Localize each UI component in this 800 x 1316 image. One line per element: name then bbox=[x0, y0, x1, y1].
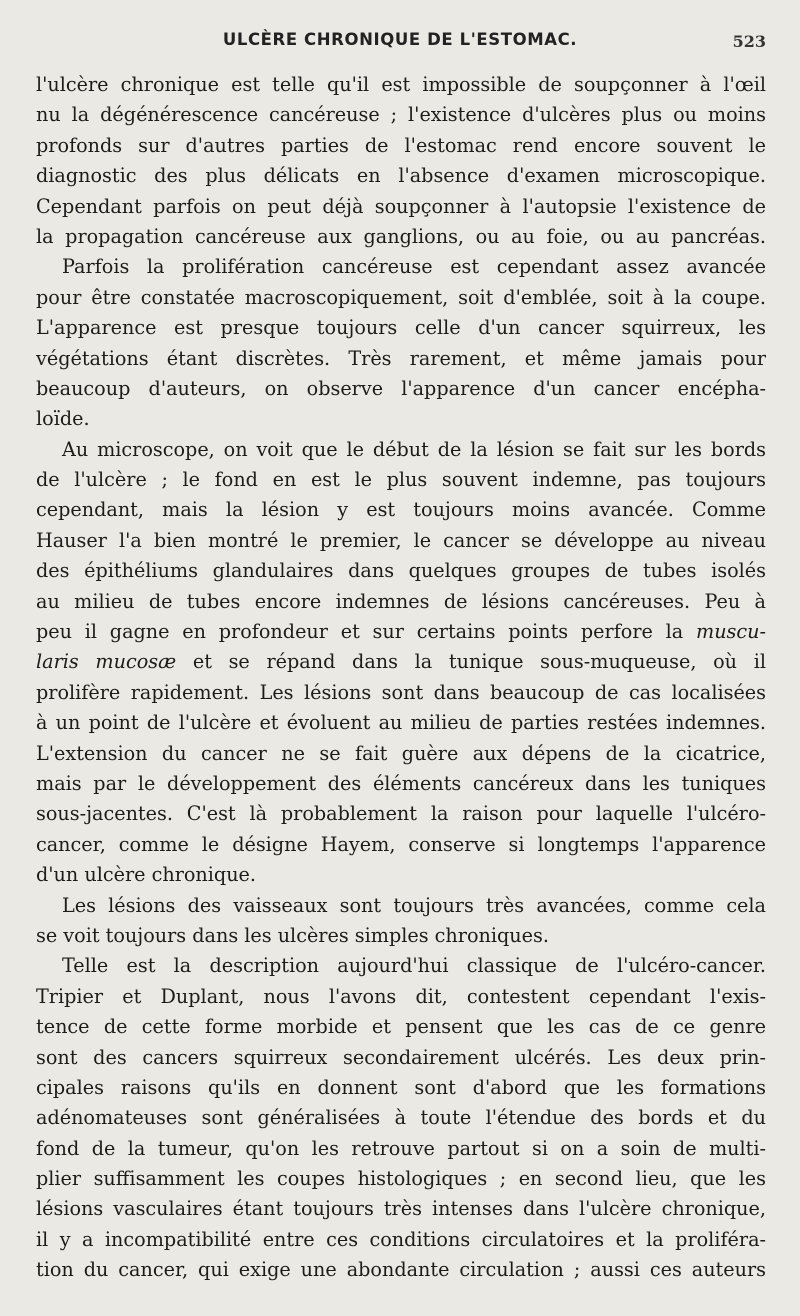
text-line: végétations étant discrètes. Très rarement, et même jamais pour bbox=[36, 346, 766, 370]
text-line: mais par le développement des éléments cancéreux dans les tuniques bbox=[36, 771, 766, 795]
text-line: cependant, mais la lésion y est toujours moins avancée. Comme bbox=[36, 498, 766, 522]
text-line: au milieu de tubes encore indemnes de lésions cancéreuses. Peu à bbox=[36, 589, 766, 613]
text-line: peu il gagne en profondeur et sur certains points perfore la muscu- bbox=[36, 620, 766, 644]
text-line: à un point de l'ulcère et évoluent au milieu de parties restées indemnes. bbox=[36, 711, 766, 735]
paragraph bbox=[36, 435, 766, 891]
text-line: plier suffisamment les coupes histologiques ; en second lieu, que les bbox=[36, 1167, 766, 1191]
text-line: fond de la tumeur, qu'on les retrouve partout si on a soin de multi- bbox=[36, 1136, 766, 1160]
text-line: loïde. bbox=[36, 407, 90, 431]
text-line: adénomateuses sont généralisées à toute l'étendue des bords et du bbox=[36, 1106, 766, 1130]
text-line: diagnostic des plus délicats en l'absence d'examen microscopique. bbox=[36, 164, 766, 188]
text-line: Tripier et Duplant, nous l'avons dit, contestent cependant l'exis- bbox=[36, 984, 766, 1008]
text-line: beaucoup d'auteurs, on observe l'apparence d'un cancer encépha- bbox=[36, 376, 766, 400]
body-text bbox=[36, 70, 766, 1286]
running-title: ULCÈRE CHRONIQUE DE L'ESTOMAC. bbox=[222, 30, 578, 49]
text-line: Parfois la prolifération cancéreuse est cependant assez avancée bbox=[62, 255, 766, 279]
paragraph bbox=[36, 951, 766, 1285]
text-line: il y a incompatibilité entre ces conditions circulatoires et la proliféra- bbox=[36, 1227, 766, 1251]
text-line: cipales raisons qu'ils en donnent sont d'abord que les formations bbox=[36, 1075, 766, 1099]
text-line: d'un ulcère chronique. bbox=[36, 863, 257, 887]
text-line: L'apparence est presque toujours celle d'un cancer squirreux, les bbox=[36, 316, 766, 340]
text-line: tence de cette forme morbide et pensent que les cas de ce genre bbox=[36, 1015, 766, 1039]
text-line: l'ulcère chronique est telle qu'il est impossible de soupçonner à l'œil bbox=[36, 73, 766, 96]
text-line: prolifère rapidement. Les lésions sont dans beaucoup de cas localisées bbox=[36, 680, 766, 704]
text-line: Les lésions des vaisseaux sont toujours très avancées, comme cela bbox=[62, 893, 766, 917]
page-number: 523 bbox=[732, 32, 766, 51]
text-line: cancer, comme le désigne Hayem, conserve si longtemps l'apparence bbox=[36, 832, 766, 856]
paragraph bbox=[36, 891, 766, 952]
text-line: pour être constatée macroscopiquement, soit d'emblée, soit à la coupe. bbox=[36, 285, 766, 309]
text-line: Au microscope, on voit que le début de la lésion se fait sur les bords bbox=[62, 437, 766, 461]
page-header bbox=[34, 30, 766, 60]
text-line: tion du cancer, qui exige une abondante circulation ; aussi ces auteurs bbox=[36, 1258, 766, 1282]
text-line: la propagation cancéreuse aux ganglions, ou au foie, ou au pancréas. bbox=[36, 224, 766, 248]
text-line: nu la dégénérescence cancéreuse ; l'existence d'ulcères plus ou moins bbox=[36, 103, 766, 127]
text-line: profonds sur d'autres parties de l'estomac rend encore souvent le bbox=[36, 133, 766, 157]
text-line: laris mucosæ et se répand dans la tunique sous-muqueuse, où il bbox=[36, 650, 766, 674]
text-line: de l'ulcère ; le fond en est le plus souvent indemne, pas toujours bbox=[36, 468, 766, 492]
text-line: Hauser l'a bien montré le premier, le cancer se développe au niveau bbox=[36, 528, 766, 552]
paragraph bbox=[36, 70, 766, 252]
text-line: Cependant parfois on peut déjà soupçonner à l'autopsie l'existence de bbox=[36, 194, 766, 218]
text-line: sous-jacentes. C'est là probablement la raison pour laquelle l'ulcéro- bbox=[36, 802, 766, 826]
text-line: des épithéliums glandulaires dans quelques groupes de tubes isolés bbox=[36, 559, 766, 583]
text-line: L'extension du cancer ne se fait guère aux dépens de la cicatrice, bbox=[36, 741, 766, 765]
text-line: lésions vasculaires étant toujours très intenses dans l'ulcère chronique, bbox=[36, 1197, 766, 1221]
text-line: Telle est la description aujourd'hui classique de l'ulcéro-cancer. bbox=[62, 954, 766, 978]
text-line: sont des cancers squirreux secondairement ulcérés. Les deux prin- bbox=[36, 1045, 766, 1069]
paragraph bbox=[36, 252, 766, 434]
text-line: se voit toujours dans les ulcères simples chroniques. bbox=[36, 923, 549, 947]
